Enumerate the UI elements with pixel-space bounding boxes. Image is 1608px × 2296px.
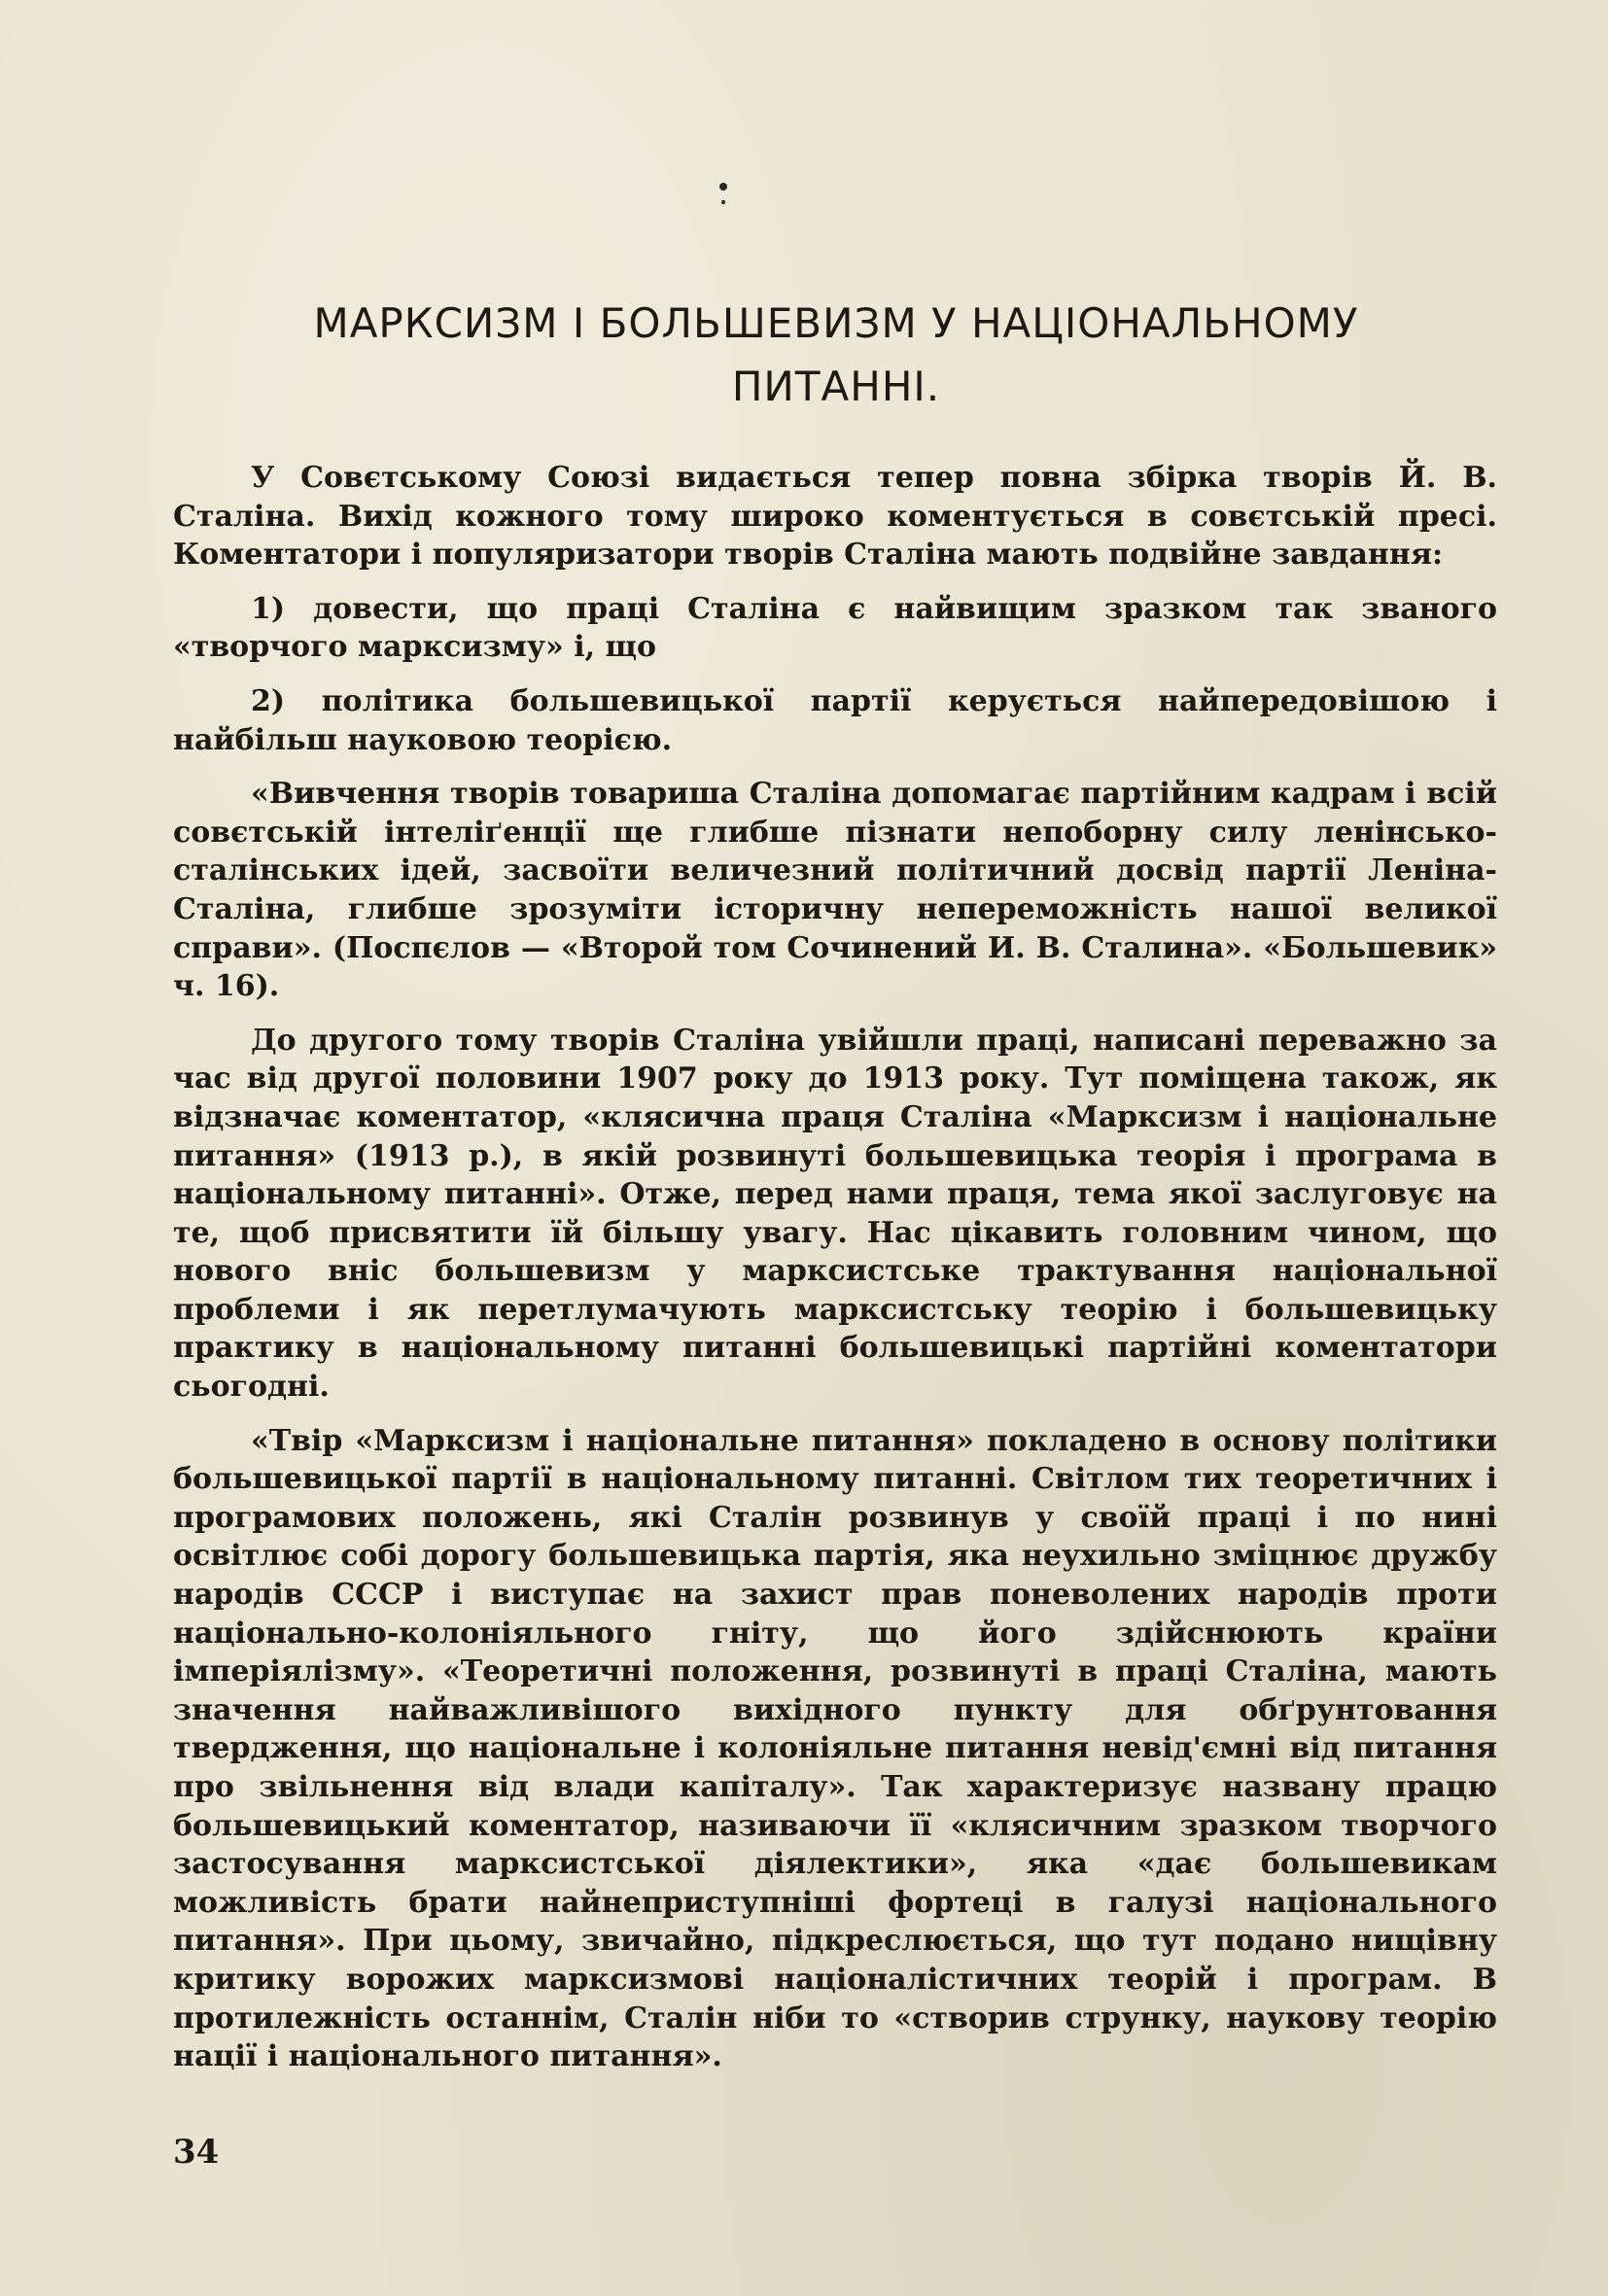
page-title-line-1: МАРКСИЗМ І БОЛЬШЕВИЗМ У НАЦІОНАЛЬНОМУ <box>313 299 1359 347</box>
document-body <box>173 459 1497 2092</box>
printed-dot-mark <box>719 183 727 191</box>
paragraph-task-1: 1) довести, що праці Сталіна є найвищим зразком так званого «творчого марксизму» і, що <box>173 591 1497 665</box>
paragraph-second-volume: До другого тому творів Сталіна увійшли праці, написані переважно за час від другої половини 1907 року до 1913 року. Тут поміщена також, як відзначає коментатор, «клясична праця Сталіна «Марксизм і національне питання» (1913 р.), в якій розвинуті большевицька теорія і програма в національному питанні». Отже, перед нами праця, тема якої заслуговує на те, щоб присвятити їй більшу увагу. Нас цікавить головним чином, що нового вніс большевизм у марксистське трактування національної проблеми і як перетлумачують марксистську теорію і большевицьку практику в національному питанні большевицькі партійні коментатори сьогодні. <box>173 1023 1497 1405</box>
page-title-line-2: ПИТАННІ. <box>731 363 941 410</box>
paragraph-task-2: 2) політика большевицької партії керується найпередовішою і найбільш науковою теорією. <box>173 683 1497 757</box>
paragraph-intro: У Совєтському Союзі видається тепер повна збірка творів Й. В. Сталіна. Вихід кожного тому широко коментується в совєтській пресі. Коментатори і популяризатори творів Сталіна мають подвійне завдання: <box>173 461 1497 573</box>
printed-dot-mark-small <box>721 200 725 204</box>
paragraph-marxism-national-question: «Твір «Марксизм і національне питання» покладено в основу політики большевицької партії в національному питанні. Світлом тих теоретичних і програмових положень, які Сталін розвинув у своїй праці і по нині освітлює собі дорогу большевицька партія, яка неухильно зміцнює дружбу народів СССР і виступає на захист прав поневолених народів проти національно-колоніяльного гніту, що його здійснюють країни імперіялізму». «Теоретичні положення, розвинуті в праці Сталіна, мають значення найважливішого вихідного пункту для обґрунтовання твердження, що національне і колоніяльне питання невід'ємні від питання про звільнення від влади капіталу». Так характеризує названу працю большевицький коментатор, називаючи її «клясичним зразком творчого застосування марксистської діялектики», яка «дає большевикам можливість брати найнеприступніші фортеці в галузі національного питання». При цьому, звичайно, підкреслюється, що тут подано нищівну критику ворожих марксизмові націоналістичних теорій і програм. В протилежність останнім, Сталін ніби то «створив струнку, наукову теорію нації і національного питання». <box>173 1423 1497 2074</box>
paragraph-quote-pospelov: «Вивчення творів товариша Сталіна допомагає партійним кадрам і всій совєтській інтеліґенції ще глибше пізнати непоборну силу ленінсько-сталінських ідей, засвоїти величезний політичний досвід партії Леніна-Сталіна, глибше зрозуміти історичну непереможність нашої великої справи». (Поспєлов — «Второй том Сочинений И. В. Сталина». «Большевик» ч. 16). <box>173 777 1497 1004</box>
page-number: 34 <box>173 2133 220 2172</box>
